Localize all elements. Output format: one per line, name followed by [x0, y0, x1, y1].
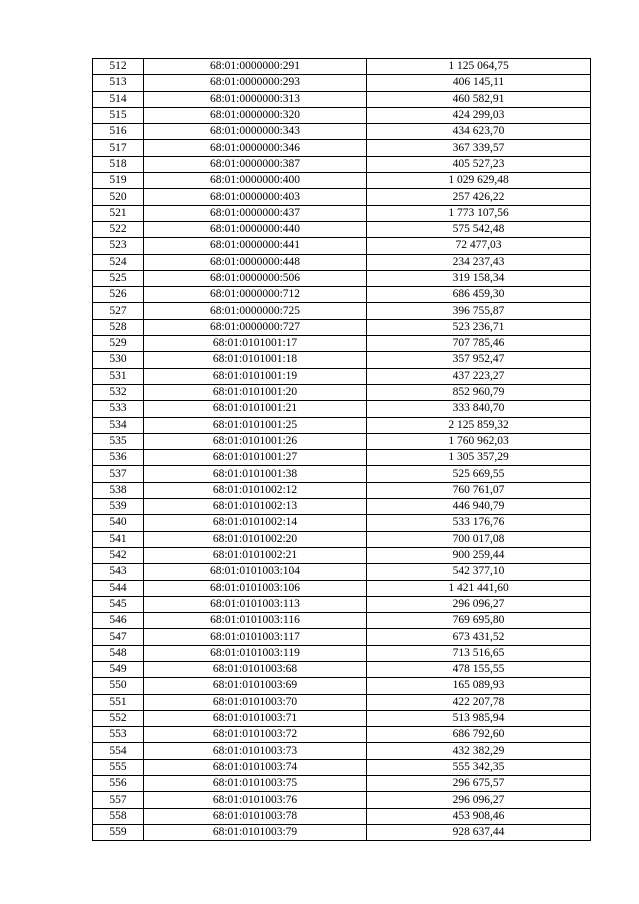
cadastral-number-cell: 68:01:0000000:291: [144, 59, 367, 75]
table-row: [93, 173, 591, 189]
row-number-cell: 518: [93, 156, 144, 172]
row-number-cell: 513: [93, 75, 144, 91]
row-number-cell: 516: [93, 124, 144, 140]
cadastral-value-cell: 523 236,71: [367, 319, 591, 335]
table-row: [93, 531, 591, 547]
table-row: [93, 205, 591, 221]
table-row: [93, 678, 591, 694]
row-number-cell: 539: [93, 499, 144, 515]
cadastral-number-cell: 68:01:0101003:75: [144, 776, 367, 792]
cadastral-number-cell: 68:01:0000000:320: [144, 107, 367, 123]
cadastral-value-cell: 928 637,44: [367, 824, 591, 840]
row-number-cell: 537: [93, 466, 144, 482]
row-number-cell: 529: [93, 336, 144, 352]
cadastral-value-cell: 2 125 859,32: [367, 417, 591, 433]
table-row: [93, 384, 591, 400]
table-row: [93, 564, 591, 580]
cadastral-value-cell: 707 785,46: [367, 336, 591, 352]
cadastral-value-cell: 513 985,94: [367, 710, 591, 726]
table-row: [93, 238, 591, 254]
cadastral-value-cell: 700 017,08: [367, 531, 591, 547]
table-row: [93, 91, 591, 107]
row-number-cell: 521: [93, 205, 144, 221]
row-number-cell: 534: [93, 417, 144, 433]
table-row: [93, 352, 591, 368]
table-body: [93, 59, 591, 841]
cadastral-value-cell: 357 952,47: [367, 352, 591, 368]
row-number-cell: 552: [93, 710, 144, 726]
cadastral-number-cell: 68:01:0101003:78: [144, 808, 367, 824]
cadastral-value-cell: 478 155,55: [367, 661, 591, 677]
cadastral-value-table: [92, 58, 591, 841]
cadastral-value-cell: 367 339,57: [367, 140, 591, 156]
row-number-cell: 544: [93, 580, 144, 596]
cadastral-value-cell: 760 761,07: [367, 482, 591, 498]
cadastral-number-cell: 68:01:0101002:12: [144, 482, 367, 498]
table-row: [93, 417, 591, 433]
cadastral-value-cell: 1 760 962,03: [367, 433, 591, 449]
cadastral-number-cell: 68:01:0000000:293: [144, 75, 367, 91]
table-row: [93, 336, 591, 352]
cadastral-value-cell: 555 342,35: [367, 759, 591, 775]
cadastral-value-cell: 1 125 064,75: [367, 59, 591, 75]
row-number-cell: 547: [93, 629, 144, 645]
row-number-cell: 540: [93, 515, 144, 531]
cadastral-value-cell: 72 477,03: [367, 238, 591, 254]
row-number-cell: 531: [93, 368, 144, 384]
cadastral-number-cell: 68:01:0101003:106: [144, 580, 367, 596]
cadastral-number-cell: 68:01:0101003:71: [144, 710, 367, 726]
table-row: [93, 580, 591, 596]
cadastral-value-cell: 296 096,27: [367, 596, 591, 612]
row-number-cell: 512: [93, 59, 144, 75]
table-row: [93, 776, 591, 792]
row-number-cell: 549: [93, 661, 144, 677]
cadastral-number-cell: 68:01:0000000:725: [144, 303, 367, 319]
row-number-cell: 545: [93, 596, 144, 612]
cadastral-value-cell: 1 029 629,48: [367, 173, 591, 189]
cadastral-number-cell: 68:01:0101003:113: [144, 596, 367, 612]
row-number-cell: 524: [93, 254, 144, 270]
cadastral-value-cell: 460 582,91: [367, 91, 591, 107]
cadastral-number-cell: 68:01:0000000:727: [144, 319, 367, 335]
cadastral-value-cell: 296 096,27: [367, 792, 591, 808]
table-row: [93, 433, 591, 449]
cadastral-value-cell: 165 089,93: [367, 678, 591, 694]
cadastral-number-cell: 68:01:0101003:76: [144, 792, 367, 808]
table-row: [93, 629, 591, 645]
cadastral-number-cell: 68:01:0000000:346: [144, 140, 367, 156]
table-row: [93, 303, 591, 319]
row-number-cell: 520: [93, 189, 144, 205]
row-number-cell: 519: [93, 173, 144, 189]
table-row: [93, 792, 591, 808]
row-number-cell: 517: [93, 140, 144, 156]
cadastral-number-cell: 68:01:0000000:712: [144, 287, 367, 303]
cadastral-value-cell: 713 516,65: [367, 645, 591, 661]
cadastral-number-cell: 68:01:0101003:70: [144, 694, 367, 710]
cadastral-number-cell: 68:01:0101001:27: [144, 450, 367, 466]
cadastral-value-cell: 1 421 441,60: [367, 580, 591, 596]
table-row: [93, 270, 591, 286]
table-row: [93, 368, 591, 384]
table-row: [93, 107, 591, 123]
row-number-cell: 546: [93, 613, 144, 629]
table-row: [93, 401, 591, 417]
table-row: [93, 808, 591, 824]
row-number-cell: 550: [93, 678, 144, 694]
cadastral-value-cell: 432 382,29: [367, 743, 591, 759]
cadastral-number-cell: 68:01:0101003:73: [144, 743, 367, 759]
cadastral-value-cell: 296 675,57: [367, 776, 591, 792]
cadastral-number-cell: 68:01:0101002:13: [144, 499, 367, 515]
table-row: [93, 645, 591, 661]
cadastral-number-cell: 68:01:0101001:18: [144, 352, 367, 368]
cadastral-number-cell: 68:01:0101003:117: [144, 629, 367, 645]
row-number-cell: 538: [93, 482, 144, 498]
cadastral-number-cell: 68:01:0101002:21: [144, 547, 367, 563]
table-row: [93, 450, 591, 466]
row-number-cell: 551: [93, 694, 144, 710]
cadastral-number-cell: 68:01:0101003:74: [144, 759, 367, 775]
row-number-cell: 554: [93, 743, 144, 759]
cadastral-number-cell: 68:01:0101001:17: [144, 336, 367, 352]
cadastral-value-cell: 234 237,43: [367, 254, 591, 270]
table-row: [93, 156, 591, 172]
table-row: [93, 221, 591, 237]
cadastral-value-cell: 900 259,44: [367, 547, 591, 563]
table-row: [93, 547, 591, 563]
row-number-cell: 542: [93, 547, 144, 563]
cadastral-number-cell: 68:01:0101003:72: [144, 727, 367, 743]
cadastral-number-cell: 68:01:0101001:25: [144, 417, 367, 433]
cadastral-value-cell: 257 426,22: [367, 189, 591, 205]
cadastral-value-cell: 673 431,52: [367, 629, 591, 645]
cadastral-value-cell: 1 773 107,56: [367, 205, 591, 221]
table-row: [93, 319, 591, 335]
row-number-cell: 541: [93, 531, 144, 547]
row-number-cell: 536: [93, 450, 144, 466]
cadastral-number-cell: 68:01:0000000:448: [144, 254, 367, 270]
table-row: [93, 287, 591, 303]
cadastral-number-cell: 68:01:0000000:313: [144, 91, 367, 107]
row-number-cell: 530: [93, 352, 144, 368]
row-number-cell: 514: [93, 91, 144, 107]
cadastral-value-cell: 533 176,76: [367, 515, 591, 531]
cadastral-number-cell: 68:01:0101001:19: [144, 368, 367, 384]
table-row: [93, 694, 591, 710]
cadastral-number-cell: 68:01:0000000:441: [144, 238, 367, 254]
cadastral-number-cell: 68:01:0101001:20: [144, 384, 367, 400]
table-row: [93, 124, 591, 140]
row-number-cell: 558: [93, 808, 144, 824]
cadastral-number-cell: 68:01:0101002:14: [144, 515, 367, 531]
row-number-cell: 532: [93, 384, 144, 400]
table-row: [93, 59, 591, 75]
row-number-cell: 525: [93, 270, 144, 286]
row-number-cell: 533: [93, 401, 144, 417]
cadastral-value-cell: 1 305 357,29: [367, 450, 591, 466]
table-row: [93, 661, 591, 677]
cadastral-number-cell: 68:01:0101002:20: [144, 531, 367, 547]
cadastral-number-cell: 68:01:0000000:343: [144, 124, 367, 140]
row-number-cell: 515: [93, 107, 144, 123]
cadastral-value-cell: 686 459,30: [367, 287, 591, 303]
cadastral-number-cell: 68:01:0101001:38: [144, 466, 367, 482]
cadastral-value-cell: 424 299,03: [367, 107, 591, 123]
cadastral-number-cell: 68:01:0101003:116: [144, 613, 367, 629]
cadastral-number-cell: 68:01:0000000:403: [144, 189, 367, 205]
cadastral-number-cell: 68:01:0101003:119: [144, 645, 367, 661]
row-number-cell: 559: [93, 824, 144, 840]
cadastral-value-cell: 453 908,46: [367, 808, 591, 824]
cadastral-value-cell: 686 792,60: [367, 727, 591, 743]
cadastral-value-cell: 446 940,79: [367, 499, 591, 515]
table-row: [93, 759, 591, 775]
cadastral-value-cell: 422 207,78: [367, 694, 591, 710]
row-number-cell: 527: [93, 303, 144, 319]
cadastral-number-cell: 68:01:0000000:400: [144, 173, 367, 189]
row-number-cell: 557: [93, 792, 144, 808]
cadastral-number-cell: 68:01:0101001:21: [144, 401, 367, 417]
row-number-cell: 526: [93, 287, 144, 303]
cadastral-value-cell: 542 377,10: [367, 564, 591, 580]
cadastral-number-cell: 68:01:0101001:26: [144, 433, 367, 449]
cadastral-value-cell: 405 527,23: [367, 156, 591, 172]
cadastral-value-cell: 437 223,27: [367, 368, 591, 384]
cadastral-number-cell: 68:01:0101003:104: [144, 564, 367, 580]
table-row: [93, 254, 591, 270]
table-row: [93, 140, 591, 156]
table-row: [93, 710, 591, 726]
cadastral-value-cell: 319 158,34: [367, 270, 591, 286]
table-row: [93, 596, 591, 612]
table-row: [93, 499, 591, 515]
cadastral-value-cell: 525 669,55: [367, 466, 591, 482]
cadastral-value-cell: 575 542,48: [367, 221, 591, 237]
table-row: [93, 743, 591, 759]
cadastral-value-cell: 852 960,79: [367, 384, 591, 400]
row-number-cell: 553: [93, 727, 144, 743]
cadastral-value-cell: 769 695,80: [367, 613, 591, 629]
cadastral-value-cell: 406 145,11: [367, 75, 591, 91]
table-row: [93, 727, 591, 743]
cadastral-number-cell: 68:01:0000000:387: [144, 156, 367, 172]
cadastral-value-cell: 434 623,70: [367, 124, 591, 140]
row-number-cell: 555: [93, 759, 144, 775]
row-number-cell: 535: [93, 433, 144, 449]
cadastral-value-cell: 333 840,70: [367, 401, 591, 417]
row-number-cell: 556: [93, 776, 144, 792]
cadastral-number-cell: 68:01:0101003:69: [144, 678, 367, 694]
table-row: [93, 482, 591, 498]
cadastral-number-cell: 68:01:0000000:440: [144, 221, 367, 237]
table-row: [93, 515, 591, 531]
row-number-cell: 543: [93, 564, 144, 580]
table-row: [93, 613, 591, 629]
table-row: [93, 466, 591, 482]
cadastral-number-cell: 68:01:0000000:437: [144, 205, 367, 221]
table-row: [93, 75, 591, 91]
table-row: [93, 189, 591, 205]
row-number-cell: 548: [93, 645, 144, 661]
cadastral-value-cell: 396 755,87: [367, 303, 591, 319]
cadastral-number-cell: 68:01:0101003:68: [144, 661, 367, 677]
row-number-cell: 528: [93, 319, 144, 335]
row-number-cell: 523: [93, 238, 144, 254]
row-number-cell: 522: [93, 221, 144, 237]
cadastral-number-cell: 68:01:0101003:79: [144, 824, 367, 840]
cadastral-number-cell: 68:01:0000000:506: [144, 270, 367, 286]
table-row: [93, 824, 591, 840]
